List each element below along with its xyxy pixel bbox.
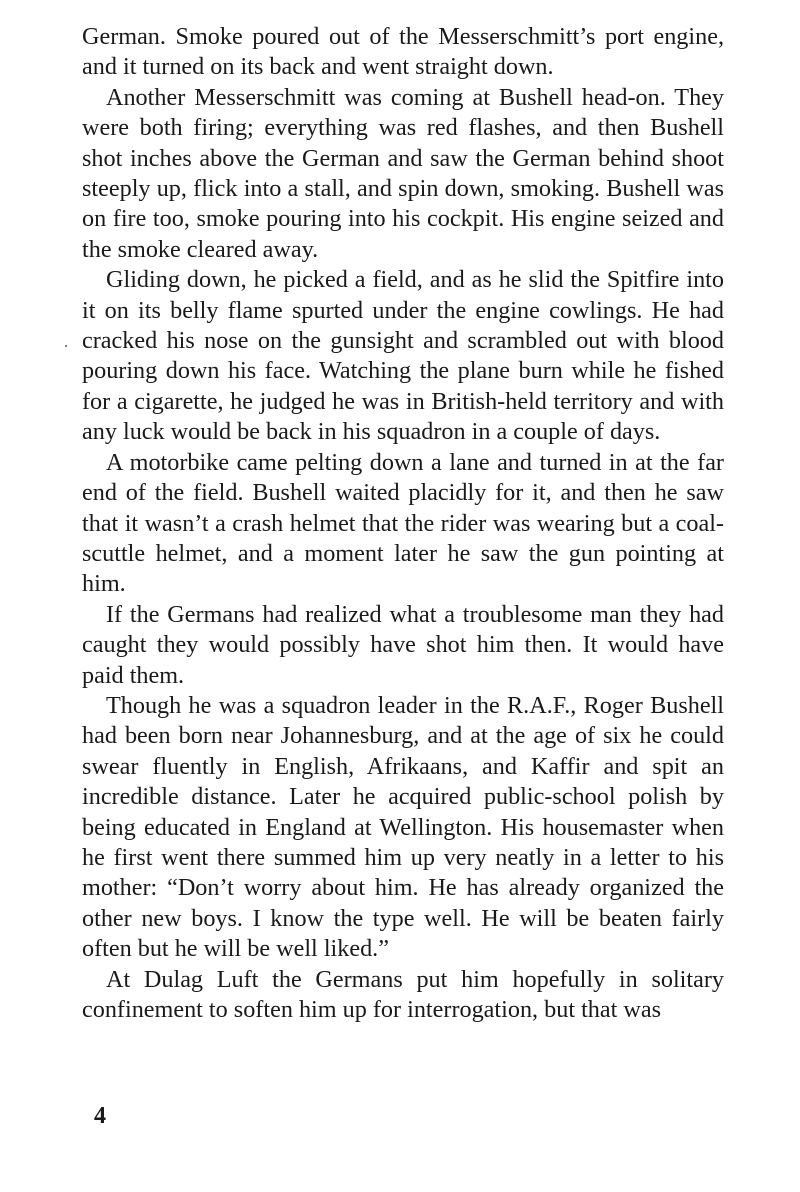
paragraph-3: Gliding down, he picked a field, and as he slid the Spitfire into it on its belly flame spurted under the engine cowlings. He had cracked his nose on the gunsight and scrambled out with blood pouring down his face. Watching the plane burn while he fished for a cigarette, he judged he was in British-held territory and with any luck would be back in his squadron in a couple of days. bbox=[82, 266, 724, 446]
paragraph-1: German. Smoke poured out of the Messerschmitt’s port engine, and it turned on its back and went straight down. bbox=[82, 23, 724, 81]
paragraph-7: At Dulag Luft the Germans put him hopefully in solitary confinement to soften him up for interrogation, but that was bbox=[82, 965, 724, 1023]
scan-speck bbox=[65, 345, 67, 347]
paragraph-4: A motorbike came pelting down a lane and turned in at the far end of the field. Bushell waited placidly for it, and then he saw that it wasn’t a crash helmet that the rider was wearing but a coal-scuttle helmet, and a moment later he saw the gun pointing at him. bbox=[82, 448, 724, 598]
page-number: 4 bbox=[94, 1103, 106, 1129]
paragraph-6: Though he was a squadron leader in the R.A.F., Roger Bushell had been born near Johannesburg, and at the age of six he could swear fluently in English, Afrikaans, and Kaffir and spit an incredible distance. Later he acquired public-school polish by being educated in England at Wellington. His housemaster when he first went there summed him up very neatly in a letter to his mother: “Don’t worry about him. He has already organized the other new boys. I know the type well. He will be beaten fairly often but he will be well liked.” bbox=[82, 691, 724, 963]
paragraph-5: If the Germans had realized what a troublesome man they had caught they would possibly have shot him then. It would have paid them. bbox=[82, 600, 724, 689]
page-body bbox=[82, 22, 724, 1025]
paragraph-2: Another Messerschmitt was coming at Bushell head-on. They were both firing; everything was red flashes, and then Bushell shot inches above the German and saw the German behind shoot steeply up, flick into a stall, and spin down, smoking. Bushell was on fire too, smoke pouring into his cockpit. His engine seized and the smoke cleared away. bbox=[82, 83, 724, 263]
